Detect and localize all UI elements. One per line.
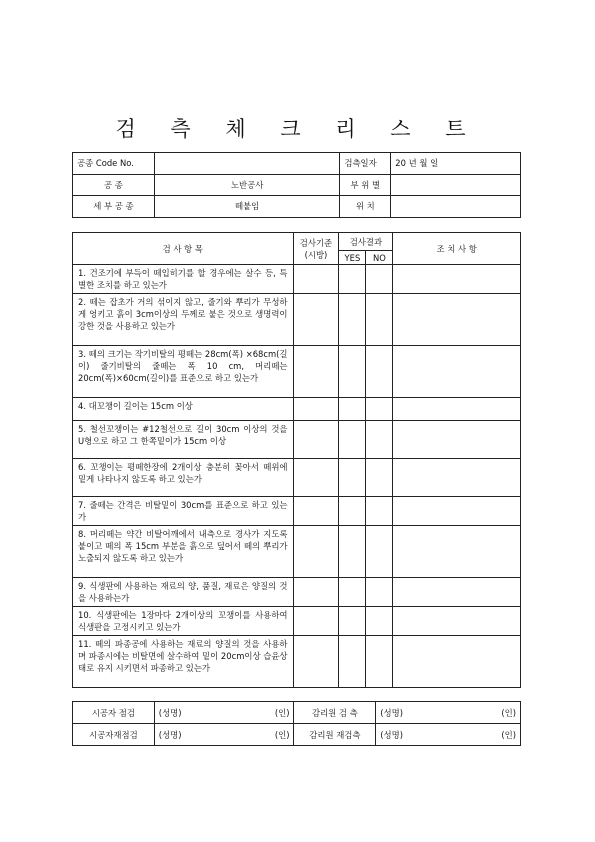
no-cell[interactable] <box>366 497 393 526</box>
item-text: 8. 머리떼는 약간 비탈어깨에서 내측으로 경사가 지도록 붙이고 떼의 폭 15cm 부분을 흙으로 덮어서 떼의 뿌리가 노출되지 않도록 하고 있는가 <box>73 526 294 578</box>
no-cell[interactable] <box>366 294 393 346</box>
col-header-item: 검 사 항 목 <box>73 233 294 265</box>
col-header-yes: YES <box>339 251 366 265</box>
criteria-cell[interactable] <box>293 578 339 607</box>
no-cell[interactable] <box>366 346 393 398</box>
criteria-cell[interactable] <box>293 459 339 497</box>
action-cell[interactable] <box>393 607 521 636</box>
checklist-row <box>73 636 521 688</box>
action-cell[interactable] <box>393 636 521 688</box>
checklist-row <box>73 346 521 398</box>
contractor-recheck-signature-field[interactable] <box>154 724 294 746</box>
checklist-row <box>73 398 521 421</box>
value-location[interactable] <box>391 196 521 218</box>
checklist-header-row <box>73 233 521 251</box>
criteria-cell[interactable] <box>293 421 339 459</box>
criteria-cell[interactable] <box>293 265 339 294</box>
yes-cell[interactable] <box>339 526 366 578</box>
header-table <box>72 152 521 218</box>
action-cell[interactable] <box>393 459 521 497</box>
label-work-type: 공 종 <box>73 174 155 196</box>
criteria-cell[interactable] <box>293 398 339 421</box>
yes-cell[interactable] <box>339 346 366 398</box>
label-contractor-recheck: 시공자재점검 <box>73 724 155 746</box>
checklist-row <box>73 578 521 607</box>
criteria-cell[interactable] <box>293 294 339 346</box>
label-location: 위 치 <box>340 196 391 218</box>
col-header-action: 조 치 사 항 <box>393 233 521 265</box>
action-cell[interactable] <box>393 421 521 459</box>
action-cell[interactable] <box>393 526 521 578</box>
contractor-signature-field[interactable] <box>154 702 294 724</box>
item-text: 4. 대꼬챙이 길이는 15cm 이상 <box>73 398 294 421</box>
seal-label: (인) <box>274 729 290 740</box>
yes-cell[interactable] <box>339 636 366 688</box>
label-detail-work-type: 세 부 공 종 <box>73 196 155 218</box>
item-text: 5. 철선꼬챙이는 #12철선으로 길이 30cm 이상의 것을 U형으로 하고 그 한쪽밑이가 15cm 이상 <box>73 421 294 459</box>
document-title: 검 측 체 크 리 스 트 <box>115 117 480 141</box>
yes-cell[interactable] <box>339 607 366 636</box>
yes-cell[interactable] <box>339 459 366 497</box>
no-cell[interactable] <box>366 636 393 688</box>
header-row-work-type <box>73 174 521 196</box>
label-contractor-check: 시공자 점검 <box>73 702 155 724</box>
checklist-row <box>73 459 521 497</box>
criteria-cell[interactable] <box>293 346 339 398</box>
seal-label: (인) <box>501 707 516 718</box>
yes-cell[interactable] <box>339 497 366 526</box>
criteria-cell[interactable] <box>293 607 339 636</box>
header-row-detail <box>73 196 521 218</box>
header-row-code <box>73 153 521 175</box>
item-text: 9. 식생판에 사용하는 재료의 양, 품질, 재료은 양질의 것을 사용하는가 <box>73 578 294 607</box>
item-text: 1. 건조기에 부득이 떼입히기를 할 경우에는 살수 등, 특별한 조치를 하고 있는가 <box>73 265 294 294</box>
item-text: 10. 식생판에는 1장마다 2개이상의 꼬챙이를 사용하여 식생판을 고정시키고 있는가 <box>73 607 294 636</box>
criteria-cell[interactable] <box>293 526 339 578</box>
item-text: 2. 떼는 잡초가 거의 섞이지 않고, 줄기와 뿌리가 무성하게 엉키고 흙이 3cm이상의 두께로 붙은 것으로 생명력이 강한 것을 사용하고 있는가 <box>73 294 294 346</box>
checklist-row <box>73 497 521 526</box>
action-cell[interactable] <box>393 294 521 346</box>
label-supervisor-inspection: 감리원 검 측 <box>294 702 376 724</box>
value-part[interactable] <box>391 174 521 196</box>
supervisor-reinspection-signature-field[interactable] <box>376 724 521 746</box>
item-text: 6. 꼬챙이는 평떼한장에 2개이상 충분히 꽂아서 떼위에 밑게 나타나지 않도록 하고 있는가 <box>73 459 294 497</box>
item-text: 11. 떼의 파종공에 사용하는 재료의 양질의 것을 사용하며 파종시에는 비탈면에 살수하여 밑이 20cm이상 습윤상태로 유지 시키면서 파종하고 있는가 <box>73 636 294 688</box>
no-cell[interactable] <box>366 265 393 294</box>
action-cell[interactable] <box>393 398 521 421</box>
col-header-result: 검사결과 <box>339 233 393 251</box>
value-code[interactable] <box>154 153 340 175</box>
value-detail-work-type[interactable]: 떼붙임 <box>154 196 340 218</box>
seal-label: (인) <box>274 707 290 718</box>
signature-row <box>73 724 521 746</box>
label-code: 공종 Code No. <box>73 153 155 175</box>
yes-cell[interactable] <box>339 421 366 459</box>
supervisor-signature-field[interactable] <box>376 702 521 724</box>
no-cell[interactable] <box>366 526 393 578</box>
name-label: (성명) <box>158 707 182 718</box>
label-inspection-date: 검측일자 <box>340 153 391 175</box>
action-cell[interactable] <box>393 346 521 398</box>
label-supervisor-reinspection: 감리원 재검측 <box>294 724 376 746</box>
checklist-table <box>72 232 521 688</box>
no-cell[interactable] <box>366 607 393 636</box>
criteria-cell[interactable] <box>293 497 339 526</box>
no-cell[interactable] <box>366 398 393 421</box>
yes-cell[interactable] <box>339 578 366 607</box>
no-cell[interactable] <box>366 578 393 607</box>
criteria-cell[interactable] <box>293 636 339 688</box>
signature-row <box>73 702 521 724</box>
no-cell[interactable] <box>366 421 393 459</box>
checklist-row <box>73 265 521 294</box>
action-cell[interactable] <box>393 578 521 607</box>
checklist-row <box>73 421 521 459</box>
name-label: (성명) <box>380 707 403 718</box>
action-cell[interactable] <box>393 497 521 526</box>
name-label: (성명) <box>380 729 403 740</box>
col-header-criteria: 검사기준 (시방) <box>293 233 339 265</box>
no-cell[interactable] <box>366 459 393 497</box>
checklist-row <box>73 607 521 636</box>
checklist-row <box>73 526 521 578</box>
checklist-row <box>73 294 521 346</box>
value-inspection-date[interactable]: 20 년 월 일 <box>391 153 521 175</box>
yes-cell[interactable] <box>339 294 366 346</box>
yes-cell[interactable] <box>339 398 366 421</box>
item-text: 3. 떼의 크기는 작기비탈의 평떼는 28cm(폭) ×68cm(길이) 줄기비탈의 줄떼는 폭 10 cm, 머리떼는 20cm(폭)×60cm(길이)를 표준으로 하고 있는가 <box>73 346 294 398</box>
value-work-type[interactable]: 노반공사 <box>154 174 340 196</box>
seal-label: (인) <box>501 729 516 740</box>
label-part: 부 위 별 <box>340 174 391 196</box>
yes-cell[interactable] <box>339 265 366 294</box>
signature-table <box>72 701 521 746</box>
action-cell[interactable] <box>393 265 521 294</box>
name-label: (성명) <box>158 729 182 740</box>
col-header-no: NO <box>366 251 393 265</box>
item-text: 7. 줄떼는 간격은 비탈밑이 30cm를 표준으로 하고 있는가 <box>73 497 294 526</box>
